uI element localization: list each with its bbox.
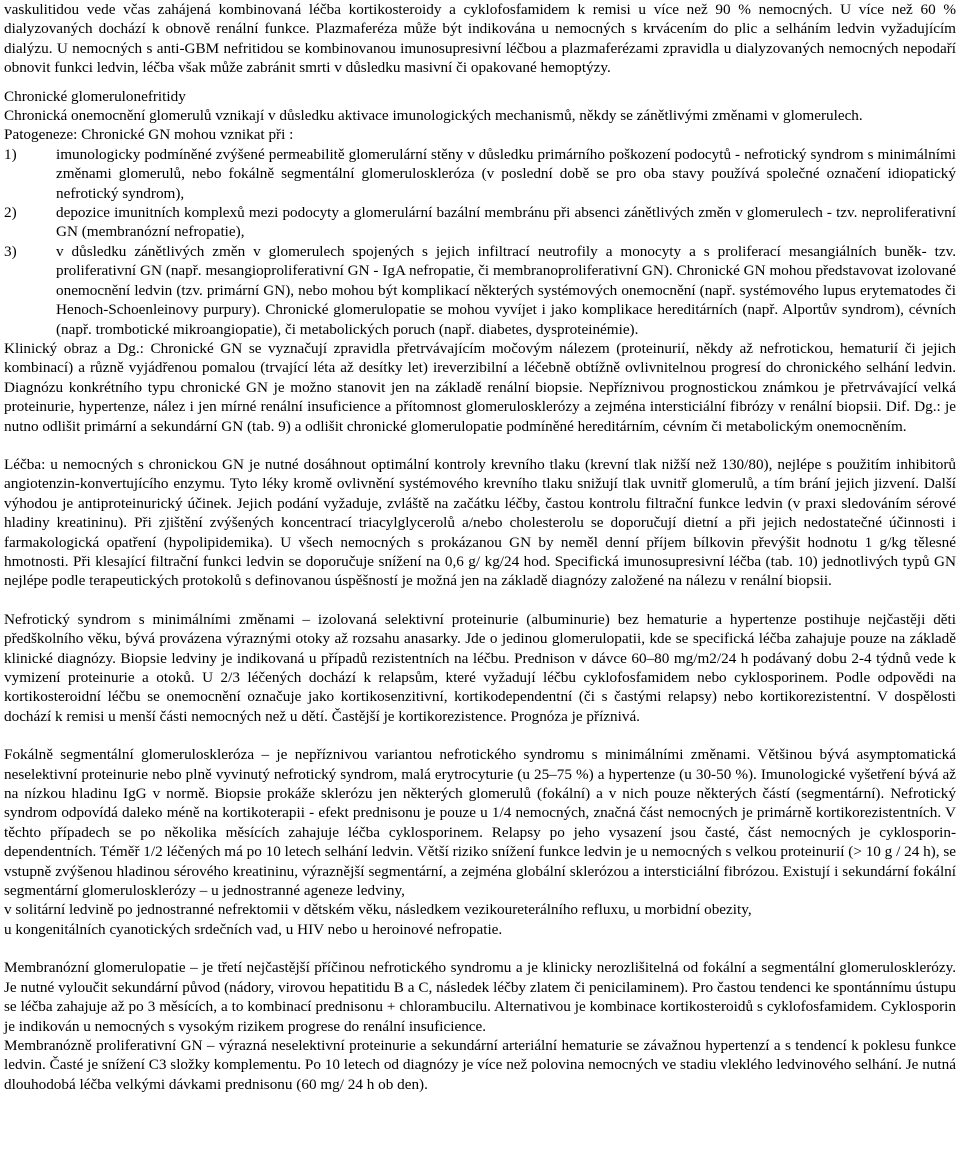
spacer xyxy=(4,939,956,958)
mpgn-paragraph: Membranózně proliferativní GN – výrazná neselektivní proteinurie a sekundární arteriální hematurie se závažnou hypertenzí a s tendencí k poklesu funkce ledvin. Časté je snížení C3 složky komplementu. Po 10 letech od diagnózy je více než polovina nemocných ve stadiu vleklého ledvinového selhání. Je nutná dlouhodobá léčba velkými dávkami prednisonu (60 mg/ 24 h ob den). xyxy=(4,1036,956,1093)
pathogenesis-item-2 xyxy=(4,203,956,242)
spacer xyxy=(4,726,956,745)
fsgs-paragraph: Fokálně segmentální glomeruloskleróza – je nepříznivou variantou nefrotického syndromu s minimálními změnami. Většinou bývá asymptomatická neselektivní proteinurie nebo plně vyvinutý nefrotický syndrom, malá erytrocyturie (u 25–75 %) a hypertenze (u 30-50 %). Imunologické vyšetření bývá až na nízkou hladinu IgG v normě. Biopsie prokáže sklerózu jen některých glomerulů (fokální) a v nich pouze některých částí (segmentární). Nefrotický syndrom odpovídá daleko méně na kortikoterapii - efekt prednisonu je pouze u 1/4 nemocných, značná část nemocných je primárně kortikorezistentních. V těchto případech se po několika měsících zahajuje léčba cyklosporinem. Relapsy po jeho vysazení jsou časté, část nemocných je cyklosporin-dependentních. Téměř 1/2 léčených má po 10 letech selhání ledvin. Větší riziko snížení funkce ledvin je u nemocných s velkou proteinurií (> 10 g / 24 h), se vstupně zvýšenou hladinou sérového kreatininu, výraznější segmentární, a zejména globální sklerózou a intersticiální fibrózou. Existují i sekundární fokální segmentární glomerulosklerózy – u jednostranné ageneze ledviny, xyxy=(4,746,956,900)
intro-paragraph: vaskulitidou vede včas zahájená kombinovaná léčba kortikosteroidy a cyklofosfamidem k remisi u více než 90 % nemocných. U více než 60 % dialyzovaných dochází k obnově renální funkce. Plazmaferéza může být indikována u nemocných s krvácením do plic a selháním ledvin vyžadujícím dialýzu. U nemocných s anti-GBM nefritidou se kombinovanou imunosupresivní léčbou a plazmaferézami zpravidla u dialyzovaných nemocných nepodaří obnovit funkci ledvin, léčba však může zabránit smrti v důsledku masivní či opakované hemoptýzy. xyxy=(4,1,956,77)
clinical-picture-paragraph: Klinický obraz a Dg.: Chronické GN se vyznačují zpravidla přetrvávajícím močovým nálezem (proteinurií, někdy až nefrotickou, hematurií či jejich kombinací) a různě vyjádřenou pomalou (trvající léta až desítky let) ireverzibilní a léčebně obtížně ovlivnitelnou progresí do chronického selhání ledvin. Diagnózu konkrétního typu chronické GN je možno stanovit jen na základě renální biopsie. Nepříznivou prognostickou známkou je přetrvávající velká proteinurie, hypertenze, nález i jen mírné renální insuficience a přítomnost glomerulosklerózy a zejména intersticiální fibrózy v renální biopsii. Dif. Dg.: je nutno odlišit primární a sekundární GN (tab. 9) a odlišit chronické glomerulopatie podmíněné hereditárním, cévním či metabolickým onemocněním. xyxy=(4,339,956,435)
item-text: v důsledku zánětlivých změn v glomerulech spojených s jejich infiltrací neutrofily a monocyty a s proliferací mesangiálních buněk- tzv. proliferativní GN (např. mesangioproliferativní GN - IgA nefropatie, či membranoproliferativní GN). Chronické GN mohou představovat izolované onemocnění ledvin (tzv. primární GN), nebo mohou být komplikací některých systémových onemocnění (např. systémového lupus erytematodes či Henoch-Schoenleinovy purpury). Chronické glomerulopatie se mohou vyvíjet i jako komplikace hereditárních (např. Alportův syndrom), cévních (např. trombotické mikroangiopatie), či metabolických poruch (např. diabetes, dysproteinémie). xyxy=(56,242,956,338)
chronic-gn-heading: Chronické glomerulonefritidy xyxy=(4,87,186,105)
item-text: depozice imunitních komplexů mezi podocyty a glomerulární bazální membránu při absenci zánětlivých změn v glomerulech - tzv. neproliferativní GN (membranózní nefropatie), xyxy=(56,204,956,241)
spacer xyxy=(4,436,956,455)
item-number: 1) xyxy=(4,145,17,163)
fsgs-line: u kongenitálních cyanotických srdečních vad, u HIV nebo u heroinové nefropatie. xyxy=(4,920,503,938)
spacer xyxy=(4,591,956,610)
spacer xyxy=(4,78,956,87)
pathogenesis-item-3 xyxy=(4,242,956,339)
pathogenesis-item-1 xyxy=(4,145,956,203)
item-number: 2) xyxy=(4,204,17,222)
treatment-paragraph: Léčba: u nemocných s chronickou GN je nutné dosáhnout optimální kontroly krevního tlaku (krevní tlak nižší než 130/80), nejlépe s použitím inhibitorů angiotenzin-konvertujícího enzymu. Tyto léky kromě ovlivnění systémového krevního tlaku snižují tlak uvnitř glomerulů, a tím brání jejich jizvení. Další výhodou je antiproteinurický účinek. Jejich podání vyžaduje, zvláště na začátku léčby, častou kontrolu filtrační funkce ledvin (v praxi sledováním sérové hladiny kreatininu). Při zjištění zvýšených koncentrací triacylglycerolů a/nebo cholesterolu se doporučují dietní a při jejich nedostatečné účinnosti i farmakologická opatření (hypolipidemika). U všech nemocných s prokázanou GN by neměl denní příjem bílkovin převýšit hodnotu 1 g/kg tělesné hmotnosti. Při klesající filtrační funkci ledvin se doporučuje snížení na 0,6 g/ kg/24 hod. Specifická imunosupresivní léčba (tab. 10) jednotlivých typů GN nejlépe podle terapeutických protokolů s definovanou úspěšností je možná jen na základě diagnózy založené na nálezu v renální biopsii. xyxy=(4,455,956,590)
fsgs-line: v solitární ledvině po jednostranné nefrektomii v dětském věku, následkem vezikoureterálního refluxu, u morbidní obezity, xyxy=(4,901,752,919)
minimal-change-paragraph: Nefrotický syndrom s minimálními změnami – izolovaná selektivní proteinurie (albuminurie) bez hematurie a hypertenze postihuje nejčastěji děti předškolního věku, bývá provázena výraznými otoky až rozsahu anasarky. Jde o jedinou glomerulopatii, kde se specifická léčba zahajuje pouze na základě klinické diagnózy. Biopsie ledviny je indikovaná u případů rezistentních na léčbu. Prednison v dávce 60–80 mg/m2/24 h podávaný dobu 2-4 týdnů vede k vymizení proteinurie a otoků. U 2/3 léčených dochází k relapsům, které vyžadují léčbu cyklofosfamidem nebo cyklosporinem. Podle odpovědi na kortikosteroidní léčbu se onemocnění označuje jako kortikosenzitivní, kortikodependentní (či s častými relapsy) nebo kortikorezistentní. V dospělosti dochází k remisi u menší části nemocných než u dětí. Častější je kortikorezistence. Prognóza je příznivá. xyxy=(4,610,956,725)
chronic-gn-definition: Chronická onemocnění glomerulů vznikají v důsledku aktivace imunologických mechanismů, někdy se zánětlivými změnami v glomerulech. xyxy=(4,107,863,125)
item-number: 3) xyxy=(4,242,17,260)
membranous-paragraph: Membranózní glomerulopatie – je třetí nejčastější příčinou nefrotického syndromu a je klinicky nerozlišitelná od fokální a segmentální glomerulosklerózy. Je nutné vyloučit sekundární původ (nádory, virovou hepatitidu B a C, následek léčby zlatem či penicilaminem). Pro častou tendenci ke spontánnímu ústupu se léčba zahajuje až po 3 měsících, a to kombinací prednisonu + chlorambucilu. Alternativou je kombinace kortikosteroidů s cyklofosfamidem. Cyklosporin je indikován u nemocných s vysokým rizikem progrese do renální insuficience. xyxy=(4,959,956,1035)
pathogenesis-intro: Patogeneze: Chronické GN mohou vznikat při : xyxy=(4,126,294,144)
item-text: imunologicky podmíněné zvýšené permeabilitě glomerulární stěny v důsledku primárního poškození podocytů - nefrotický syndrom s minimálními změnami glomerulů, nebo fokálně segmentální glomeruloskleróza (v poslední době se pro oba stavy používá společné označení idiopatický nefrotický syndrom), xyxy=(56,145,956,202)
